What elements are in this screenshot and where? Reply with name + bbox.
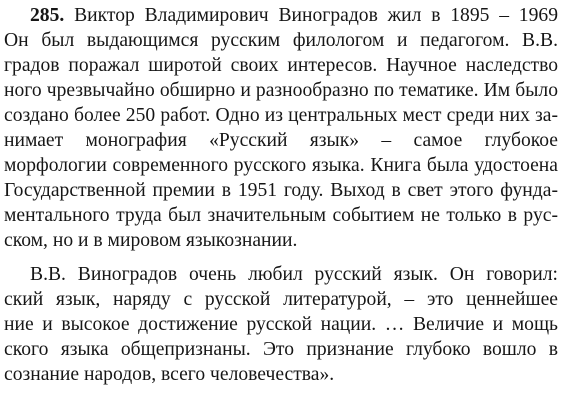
text-line: Он был выдающимся русским филологом и педагогом. В.В. bbox=[4, 30, 558, 51]
text-line: ского языка общепризнаны. Это признание глубоко вошло в bbox=[4, 339, 558, 360]
text-line: В.В. Виноградов очень любил русский язык. Он говорил: bbox=[30, 264, 558, 285]
exercise-number: 285. bbox=[30, 5, 65, 26]
text-line: ском, но и в мировом языкознании. bbox=[4, 230, 298, 251]
text-line: Государственной премии в 1951 году. Выход в свет этого фунда- bbox=[4, 180, 558, 201]
text-line: 285. Виктор Владимирович Виноградов жил в 1895 – 1969 bbox=[30, 5, 558, 26]
text-line: градов поражал широтой своих интересов. Научное наследство bbox=[4, 55, 558, 76]
text-line: сознание народов, всего человечества». bbox=[4, 364, 335, 385]
text-line: ного чрезвычайно обширно и разнообразно по тематике. Им было bbox=[4, 80, 558, 101]
text-line: ние и высокое достижение русской нации. … Величие и мощь bbox=[4, 314, 558, 335]
text-line: морфологии современного русского языка. Книга была удостоена bbox=[4, 155, 558, 176]
text-line: ский язык, наряду с русской литературой, – это ценнейшее bbox=[4, 289, 558, 310]
text-line: создано более 250 работ. Одно из центральных мест среди них за- bbox=[4, 105, 558, 126]
text-line: нимает монография «Русский язык» – самое глубокое bbox=[4, 130, 558, 151]
text-line: ментального труда был значительным событием не только в рус- bbox=[4, 205, 558, 226]
